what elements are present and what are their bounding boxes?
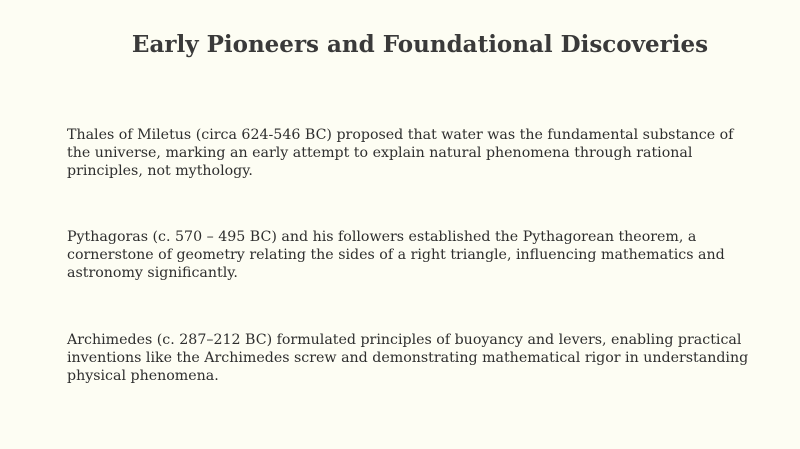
paragraph-pythagoras: Pythagoras (c. 570 – 495 BC) and his followers established the Pythagorean theorem, a cornerstone of geometry relating the sides of a right triangle, influencing mathematics and astronomy significantly. xyxy=(67,229,725,281)
paragraph-archimedes: Archimedes (c. 287–212 BC) formulated principles of buoyancy and levers, enabling practical inventions like the Archimedes screw and demonstrating mathematical rigor in understanding physical phenomena. xyxy=(67,332,749,384)
paragraph-thales: Thales of Miletus (circa 624-546 BC) proposed that water was the fundamental substance of the universe, marking an early attempt to explain natural phenomena through rational principles, not mythology. xyxy=(67,127,734,179)
slide-title: Early Pioneers and Foundational Discoveries xyxy=(131,31,709,58)
